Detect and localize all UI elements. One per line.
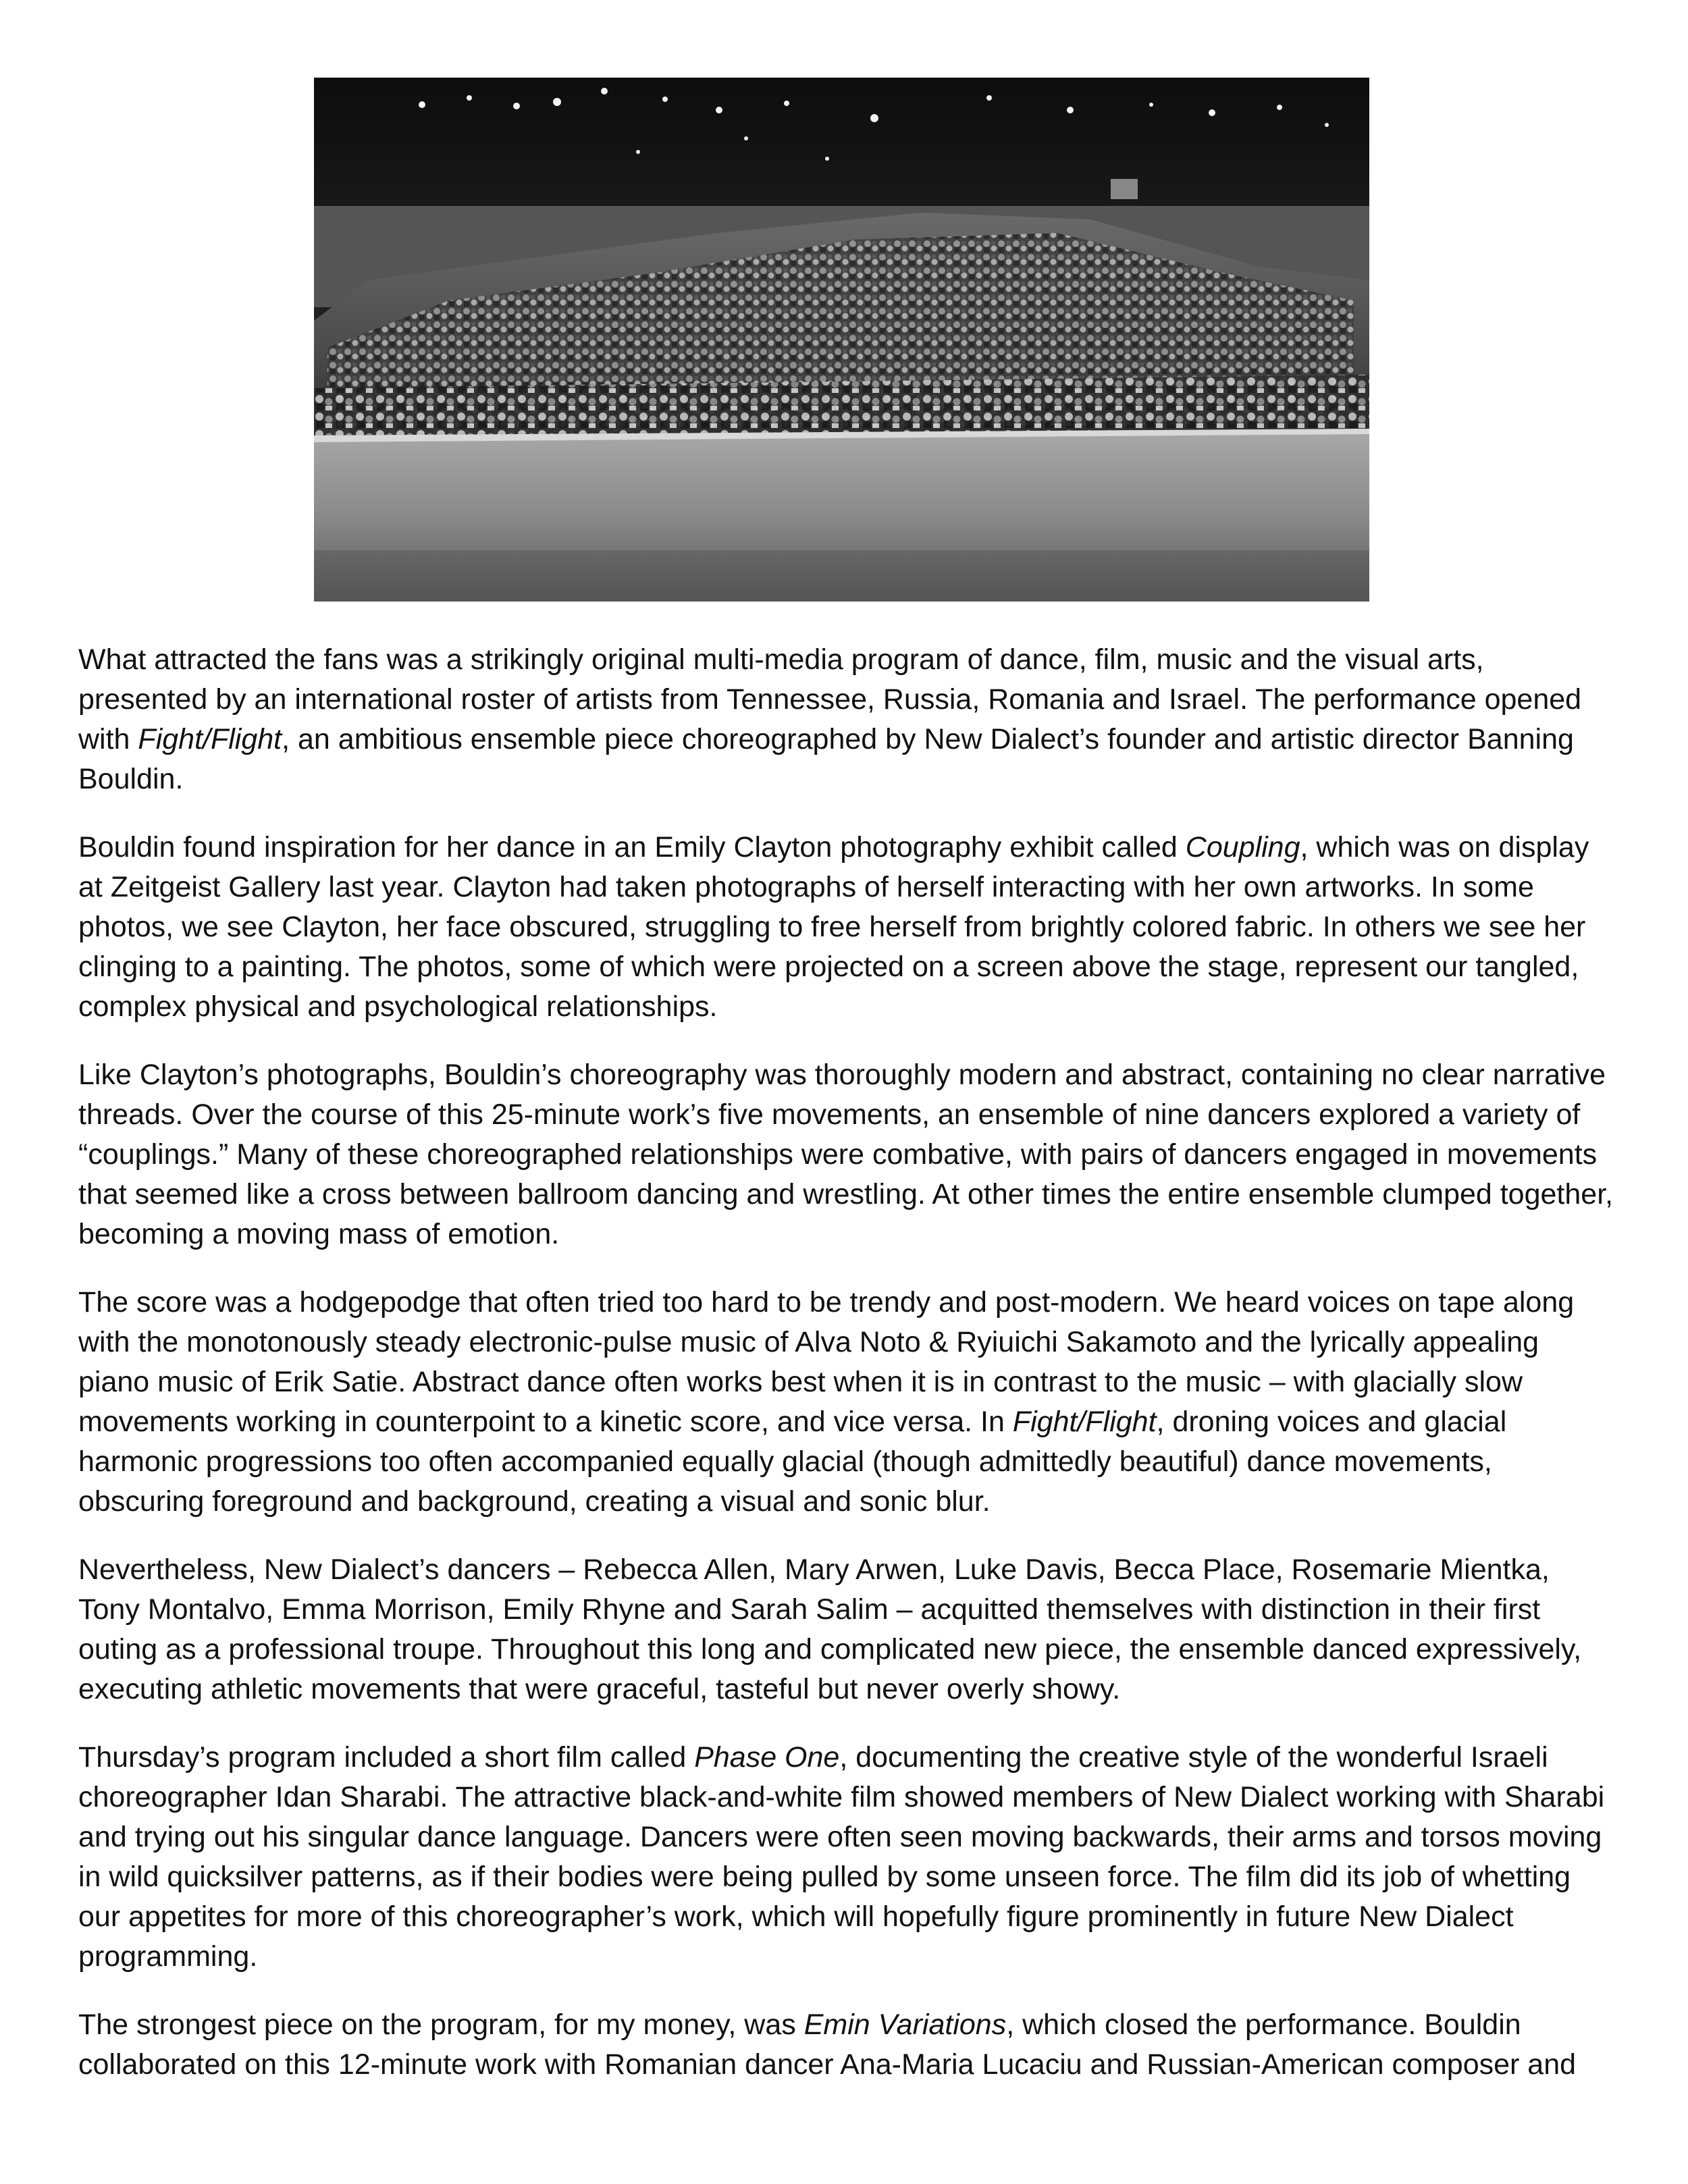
work-title: Fight/Flight — [138, 723, 282, 755]
paragraph-text: , droning voices and glacial harmonic progressions too often accompanied equally glacial (though admittedly beautiful) dance movements, obscuring foreground and background, creating a visual and sonic blur. — [78, 1406, 1507, 1518]
paragraph-text: , which was on display at Zeitgeist Gallery last year. Clayton had taken photographs of herself interacting with her own artworks. In some photos, we see Clayton, her face obscured, struggling to free herself from brightly colored fabric. In others we see her clinging to a painting. The photos, some of which were projected on a screen above the stage, represent our tangled, complex physical and psychological relationships. — [78, 831, 1589, 1023]
paragraph-3 — [78, 1055, 1618, 1254]
paragraph-6 — [78, 1738, 1618, 1977]
paragraph-2 — [78, 828, 1618, 1027]
paragraph-text: What attracted the fans was a strikingly original multi-media program of dance, film, music and the visual arts, presented by an international roster of artists from Tennessee, Russia, Romania and Israel. The performance opened with — [78, 643, 1582, 755]
paragraph-text: The strongest piece on the program, for my money, was — [78, 2008, 804, 2041]
paragraph-text: , documenting the creative style of the wonderful Israeli choreographer Idan Sharabi. The attractive black-and-white film showed members of New Dialect working with Sharabi and trying out his singular dance language. Dancers were often seen moving backwards, their arms and torsos moving in wild quicksilver patterns, as if their bodies were being pulled by some unseen force. The film did its job of whetting our appetites for more of this choreographer’s work, which will hopefully figure prominently in future New Dialect programming. — [78, 1741, 1605, 1973]
paragraph-4 — [78, 1283, 1618, 1522]
work-title: Phase One — [694, 1741, 840, 1774]
paragraph-7 — [78, 2005, 1618, 2085]
paragraph-text: Bouldin found inspiration for her dance in an Emily Clayton photography exhibit called — [78, 831, 1186, 863]
paragraph-1 — [78, 640, 1618, 799]
article-body — [78, 640, 1618, 2113]
audience-photo-graphic — [314, 78, 1369, 602]
audience-photo — [314, 78, 1369, 602]
work-title: Emin Variations — [803, 2008, 1007, 2041]
work-title: Fight/Flight — [1012, 1406, 1157, 1438]
work-title: Coupling — [1185, 831, 1300, 863]
paragraph-5 — [78, 1550, 1618, 1709]
paragraph-text: The score was a hodgepodge that often tried too hard to be trendy and post-modern. We heard voices on tape along with the monotonously steady electronic-pulse music of Alva Noto & Ryiuichi Sakamoto and the lyrically appealing piano music of Erik Satie. Abstract dance often works best when it is in contrast to the music – with glacially slow movements working in counterpoint to a kinetic score, and vice versa. In — [78, 1286, 1575, 1438]
paragraph-text: Like Clayton’s photographs, Bouldin’s choreography was thoroughly modern and abstract, containing no clear narrative threads. Over the course of this 25-minute work’s five movements, an ensemble of nine dancers explored a variety of “couplings.” Many of these choreographed relationships were combative, with pairs of dancers engaged in movements that seemed like a cross between ballroom dancing and wrestling. At other times the entire ensemble clumped together, becoming a moving mass of emotion. — [78, 1059, 1614, 1250]
paragraph-text: , which closed the performance. Bouldin collaborated on this 12-minute work with Romanian dancer Ana-Maria Lucaciu and Russian-American composer and — [78, 2008, 1577, 2081]
paragraph-text: Thursday’s program included a short film called — [78, 1741, 695, 1774]
paragraph-text: Nevertheless, New Dialect’s dancers – Rebecca Allen, Mary Arwen, Luke Davis, Becca Place, Rosemarie Mientka, Tony Montalvo, Emma Morrison, Emily Rhyne and Sarah Salim – acquitted themselves with distinction in their first outing as a professional troupe. Throughout this long and complicated new piece, the ensemble danced expressively, executing athletic movements that were graceful, tasteful but never overly showy. — [78, 1553, 1582, 1705]
paragraph-text: , an ambitious ensemble piece choreographed by New Dialect’s founder and artistic director Banning Bouldin. — [78, 723, 1574, 795]
